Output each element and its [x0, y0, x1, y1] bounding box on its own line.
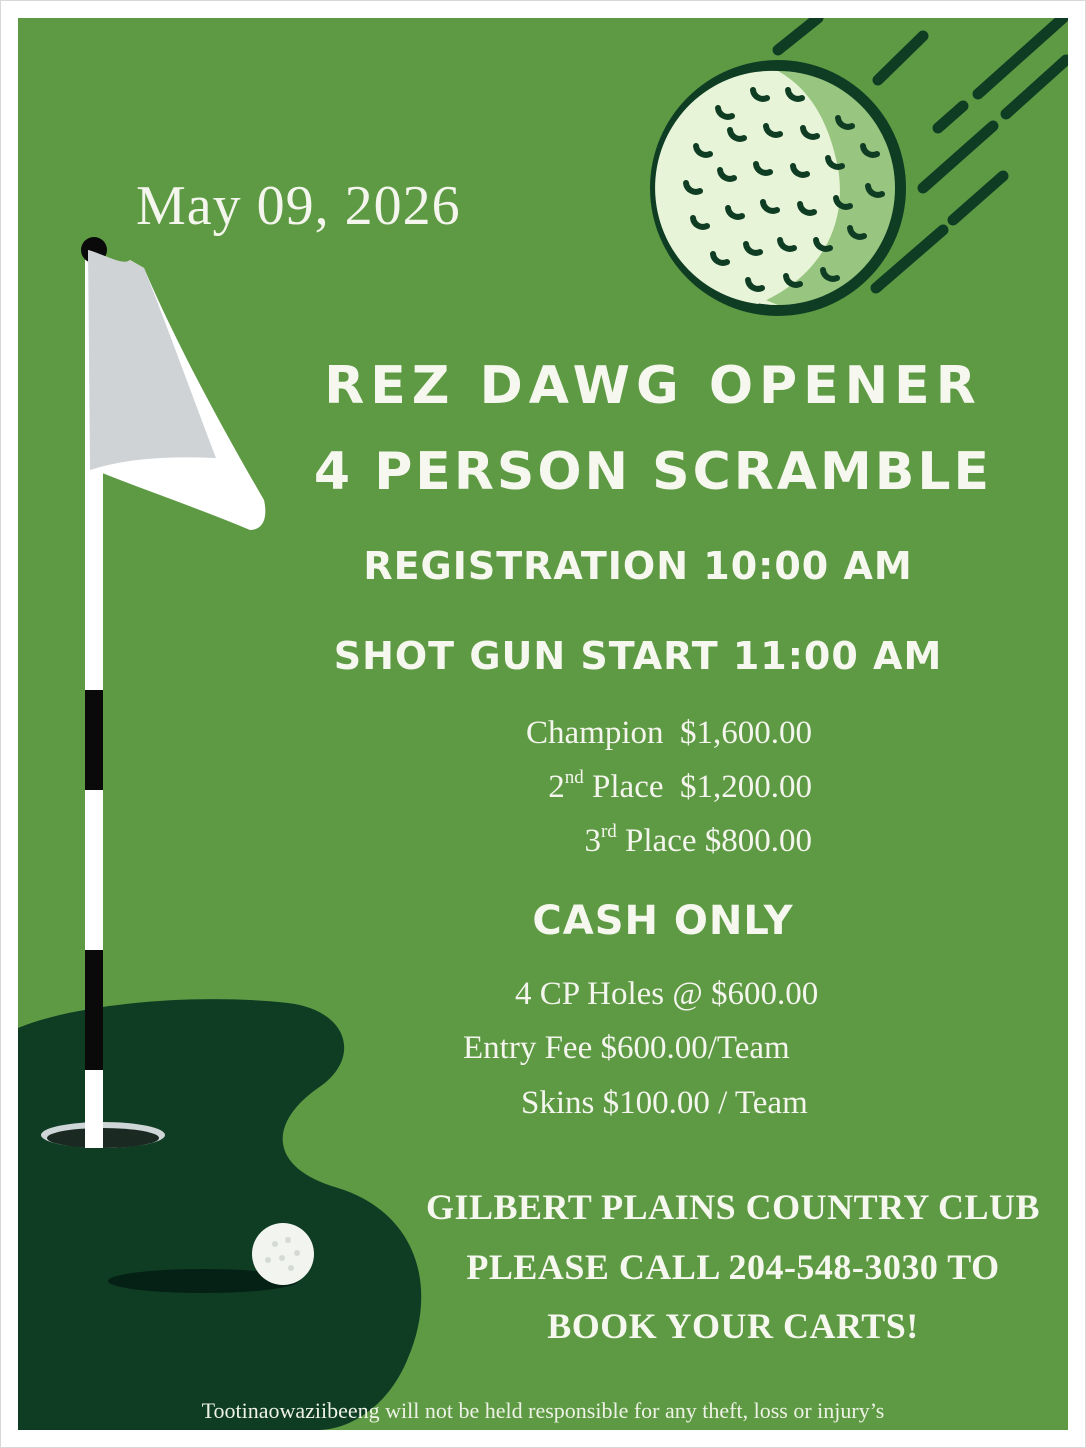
prize-second — [548, 769, 812, 806]
event-title: REZ DAWG OPENER — [324, 356, 982, 416]
putting-green — [18, 999, 421, 1430]
prize-ordinal: rd — [600, 821, 617, 842]
prize-champion — [526, 715, 812, 752]
booking-call: PLEASE CALL 204-548-3030 TO — [466, 1247, 1000, 1287]
poster — [18, 18, 1068, 1430]
skins-fee: Skins $100.00 / Team — [521, 1085, 808, 1121]
prize-amount: $1,600.00 — [680, 715, 812, 751]
liability-disclaimer: Tootinaowaziibeeng will not be held responsible for any theft, loss or injury’s — [201, 1398, 885, 1423]
prize-ordinal: nd — [564, 767, 584, 788]
prize-amount: $1,200.00 — [680, 769, 812, 805]
big-golf-ball — [650, 60, 906, 316]
prize-label: Champion — [526, 715, 664, 751]
registration-time: REGISTRATION 10:00 AM — [363, 544, 913, 588]
small-golf-ball — [252, 1223, 314, 1285]
prize-third — [584, 823, 812, 860]
prize-label-suffix: Place — [583, 769, 664, 805]
cp-holes-fee: 4 CP Holes @ $600.00 — [515, 976, 819, 1012]
event-date: May 09, 2026 — [136, 175, 461, 237]
booking-carts: BOOK YOUR CARTS! — [547, 1306, 919, 1346]
entry-fee: Entry Fee $600.00/Team — [463, 1030, 790, 1066]
club-name: GILBERT PLAINS COUNTRY CLUB — [425, 1187, 1041, 1227]
prize-label: 3 — [584, 823, 601, 859]
event-format: 4 PERSON SCRAMBLE — [313, 442, 993, 502]
shotgun-start-time: SHOT GUN START 11:00 AM — [333, 634, 943, 678]
prize-label-suffix: Place — [616, 823, 697, 859]
cash-only-notice: CASH ONLY — [532, 898, 794, 944]
prize-label: 2 — [548, 769, 565, 805]
prize-amount: $800.00 — [704, 823, 812, 859]
